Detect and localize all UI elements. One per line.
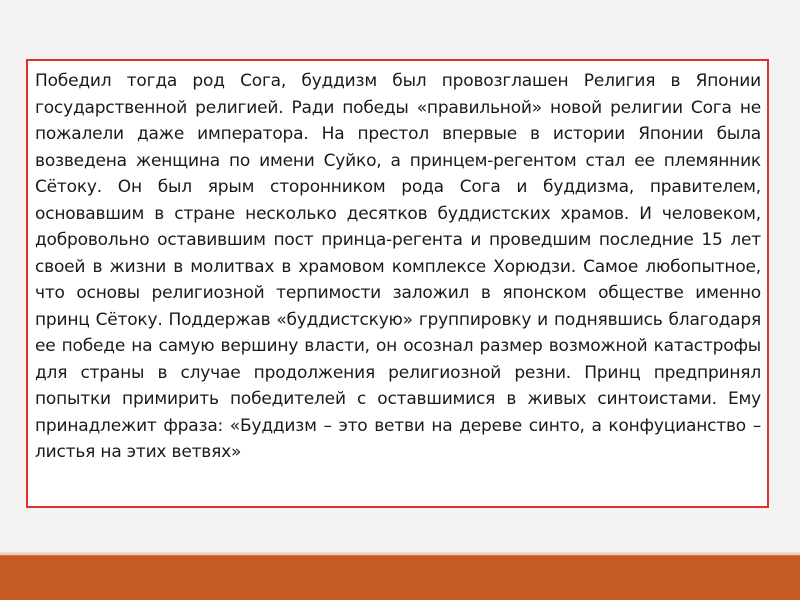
text-frame (26, 59, 769, 508)
body-paragraph: Победил тогда род Сога, буддизм был провозглашен Религия в Японии государственной религией. Ради победы «правильной» новой религии Сога не пожалели даже императора. На престол впервые в истории Японии была возведена женщина по имени Суйко, а принцем-регентом стал ее племянник Сётоку. Он был ярым сторонником рода Сога и буддизма, правителем, основавшим в стране несколько десятков буддистских храмов. И человеком, добровольно оставившим пост принца-регента и проведшим последние 15 лет своей в жизни в молитвах в храмовом комплексе Хорюдзи. Самое любопытное, что основы религиозной терпимости заложил в японском обществе именно принц Сётоку. Поддержав «буддистскую» группировку и поднявшись благодаря ее победе на самую вершину власти, он осознал размер возможной катастрофы для страны в случае продолжения религиозной резни. Принц предпринял попытки примирить победителей с оставшимися в живых синтоистами. Ему принадлежит фраза: «Буддизм – это ветви на дереве синто, а конфуцианство – листья на этих ветвях» (35, 71, 761, 462)
bottom-band (0, 555, 800, 600)
